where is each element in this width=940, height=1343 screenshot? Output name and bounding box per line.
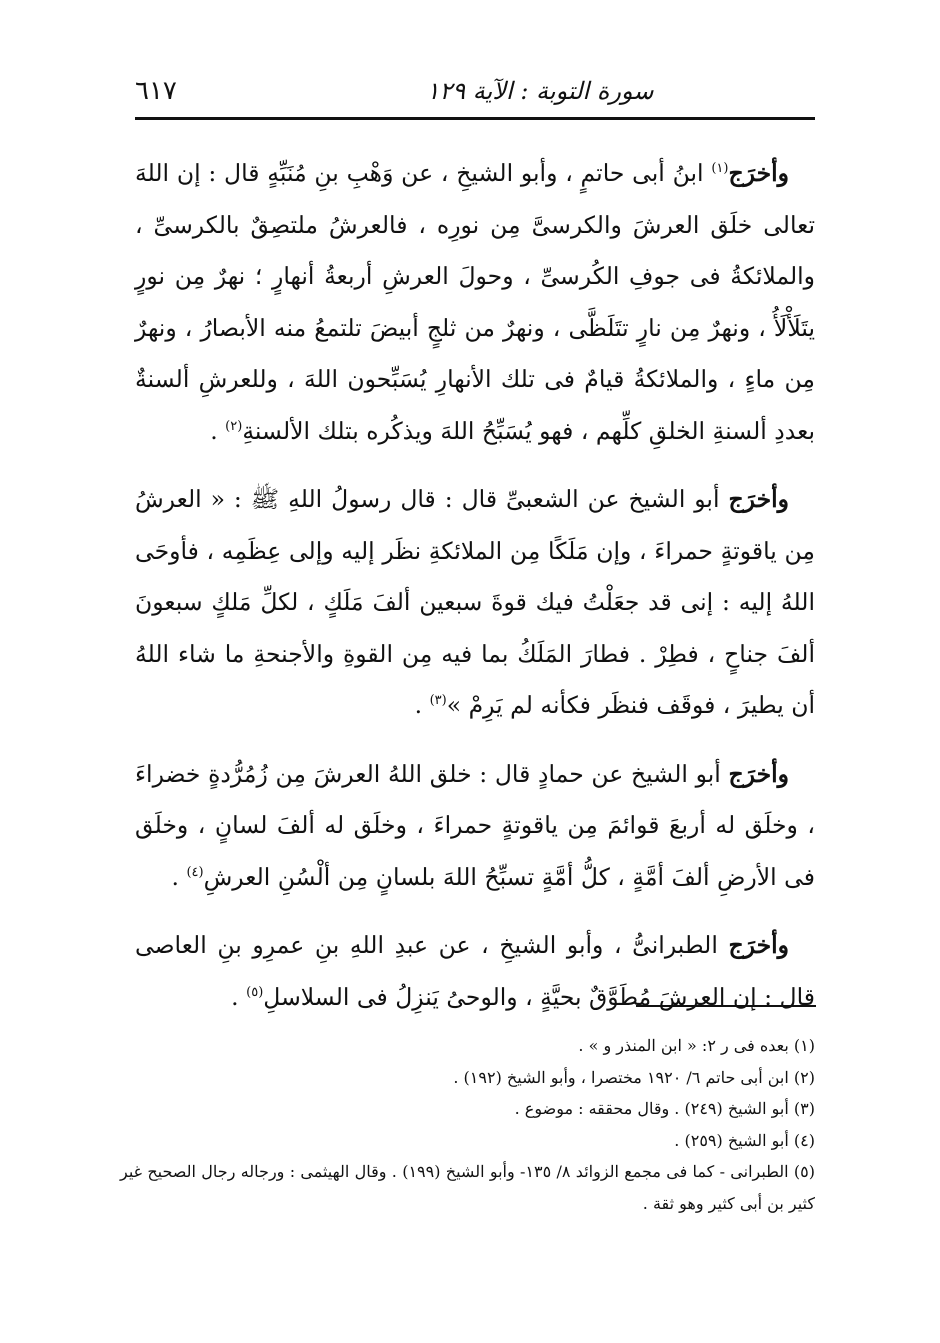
footnote-5: (٥) الطبرانى - كما فى مجمع الزوائد ٨/ ١٣٥- وأبو الشيخ (١٩٩) . وقال الهيثمى : ورجاله رجال الصحيح غير كثير بن أبى كثير وهو ثقة . — [120, 1162, 816, 1213]
paragraph-lead: وأخرَج — [728, 931, 789, 959]
footnote-ref: (٣) — [429, 693, 447, 709]
footnote-ref: (٤) — [186, 864, 204, 880]
paragraph-lead: وأخرَج — [728, 159, 789, 187]
footnote-rule — [636, 1005, 816, 1007]
running-head: سورة التوبة : الآية ١٢٩ — [426, 77, 654, 105]
paragraph-3 — [135, 749, 815, 904]
main-text — [135, 148, 815, 1040]
page-header — [135, 74, 815, 114]
paragraph-text: أبو الشيخ عن حمادٍ قال : خلق اللهُ العرشَ مِن زُمُرُّدةٍ خضراءَ ، وخلَق له أربعَ قوائمَ مِن ياقوتةٍ حمراءَ ، وخلَق له ألفَ لسانٍ ، وخلَق فى الأرضِ ألفَ أمَّةٍ ، كلُّ أمَّةٍ تسبِّحُ اللهَ بلسانٍ مِن ألْسُنِ العرشِ — [135, 759, 815, 891]
footnote-3: (٣) أبو الشيخ (٢٤٩) . وقال محققه : موضوع . — [514, 1099, 815, 1118]
paragraph-end: . — [171, 862, 187, 891]
header-rule — [135, 117, 815, 120]
paragraph-4 — [135, 920, 815, 1023]
footnote-2: (٢) ابن أبى حاتم ٦/ ١٩٢٠ مختصرا ، وأبو الشيخ (١٩٢) . — [453, 1067, 815, 1087]
paragraph-2 — [135, 474, 815, 732]
paragraph-1 — [135, 148, 815, 457]
footnote-ref: (٢) — [225, 418, 243, 434]
paragraph-text: ابنُ أبى حاتمٍ ، وأبو الشيخِ ، عن وَهْبِ بنِ مُنَبِّهٍ قال : إن اللهَ تعالى خلَق العرشَ والكرسىَّ مِن نورِه ، فالعرشُ ملتصِقٌ بالكرسىِّ ، والملائكةُ فى جوفِ الكُرسىِّ ، وحولَ العرشِ أربعةُ أنهارٍ ؛ نهرٌ مِن نورٍ يتَلَأْلَأُ ، ونهرٌ مِن نارٍ تتَلَظَّى ، ونهرٌ من ثلجٍ أبيضَ تلتمعُ منه الأبصارُ ، ونهرٌ مِن ماءٍ ، والملائكةُ قيامٌ فى تلك الأنهارِ يُسَبِّحون اللهَ ، وللعرشِ ألسنةٌ بعددِ ألسنةِ الخلقِ كلِّهم ، فهو يُسَبِّحُ اللهَ ويذكُره بتلك الألسنةِ — [135, 159, 815, 445]
footnote-ref: (٥) — [246, 984, 264, 1000]
footnote-ref: (١) — [711, 161, 729, 177]
footnote-4: (٤) أبو الشيخ (٢٥٩) . — [674, 1130, 815, 1150]
footnotes — [120, 1030, 815, 1219]
footnote-1: (١) بعده فى ر ٢: « ابن المنذر و » . — [578, 1036, 815, 1055]
paragraph-end: . — [414, 691, 430, 719]
paragraph-lead: وأخرَج — [728, 759, 789, 788]
paragraph-end: . — [231, 982, 247, 1011]
paragraph-text: أبو الشيخ عن الشعبىِّ قال : قال رسولُ اللهِ ﷺ : « العرشُ مِن ياقوتةٍ حمراءَ ، وإن مَلَكًا مِن الملائكةِ نظَر إليه وإلى عِظَمِه ، فأوحَى اللهُ إليه : إنى قد جعَلْتُ فيك قوةَ سبعين ألفَ مَلَكٍ ، لكلِّ مَلكٍ سبعونَ ألفَ جناحٍ ، فطِرْ . فطارَ المَلَكُ بما فيه مِن القوةِ والأجنحةِ ما شاء اللهُ أن يطيرَ ، فوقَف فنظَر فكأنه لم يَرِمْ » — [135, 485, 815, 719]
paragraph-lead: وأخرَج — [728, 485, 789, 513]
paragraph-end: . — [210, 416, 226, 445]
paragraph-text: الطبرانىُّ ، وأبو الشيخِ ، عن عبدِ اللهِ بنِ عمرِو بنِ العاصى قال : إن العرشَ مُطَوَّقٌ بحيَّةٍ ، والوحىُ يَنزِلُ فى السلاسلِ — [135, 931, 815, 1011]
page-number: ٦١٧ — [135, 76, 177, 106]
